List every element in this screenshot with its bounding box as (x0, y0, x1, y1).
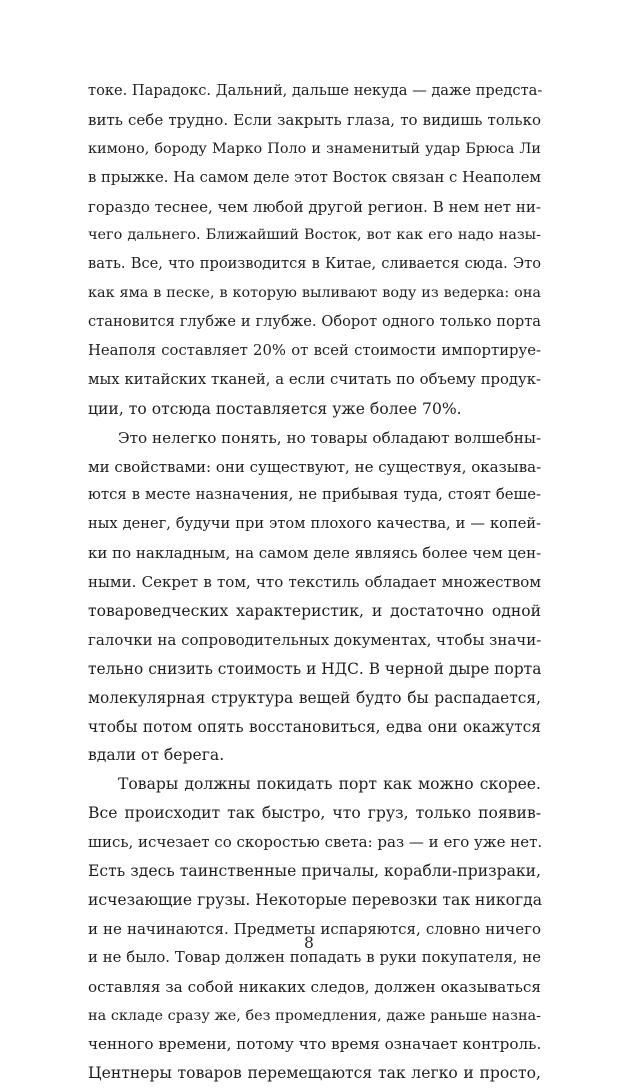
text-line: кимоно, бороду Марко Поло и знаменитый удар Брюса Ли (88, 140, 541, 157)
text-line: и не было. Товар должен попадать в руки покупателя, не (88, 948, 541, 966)
text-line: и не начинаются. Предметы испаряются, словно ничего (88, 919, 541, 938)
text-line: шись, исчезает со скоростью света: раз — и его уже нет. (88, 833, 543, 852)
paragraph (88, 424, 541, 771)
text-line: ми свойствами: они существуют, не существуя, оказыва- (88, 457, 542, 476)
text-line: Неаполя составляет 20% от всей стоимости импортируе- (88, 342, 541, 360)
text-line: ются в месте назначения, не прибывая туда, стоят беше- (88, 486, 541, 504)
text-line: мых китайских тканей, а если считать по объему продук- (88, 370, 541, 388)
text-line: оставляя за собой никаких следов, должен оказываться (88, 977, 541, 996)
text-line: на складе сразу же, без промедления, даже раньше назна- (88, 1007, 541, 1024)
text-line: как яма в песке, в которую выливают воду из ведерка: она (88, 285, 541, 302)
text-line: молекулярная структура вещей будто бы распадается, (88, 688, 541, 707)
text-line: Есть здесь таинственные причалы, корабли-призраки, (88, 862, 541, 881)
text-line: ных денег, будучи при этом плохого качества, и — копей- (88, 515, 541, 533)
text-line: в прыжке. На самом деле этот Восток связан с Неаполем (88, 168, 541, 186)
text-line: исчезающие грузы. Некоторые перевозки так никогда (88, 890, 543, 909)
text-line: чего дальнего. Ближайший Восток, вот как его надо назы- (88, 227, 541, 244)
text-line: Это нелегко понять, но товары обладают волшебны- (118, 428, 542, 447)
text-line: товароведческих характеристик, и достаточно одной (88, 602, 541, 621)
text-line: ченного времени, потому что время означает контроль. (88, 1035, 542, 1054)
text-line: галочки на сопроводительных документах, чтобы значи- (88, 630, 542, 649)
paragraph (88, 77, 541, 424)
paragraph (88, 770, 541, 1088)
text-line: тельно снизить стоимость и НДС. В черной дыре порта (88, 659, 542, 678)
text-line: Все происходит так быстро, что груз, только появив- (88, 804, 541, 823)
text-line: токе. Парадокс. Дальний, дальше некуда — даже предста- (88, 82, 543, 99)
text-line: ки по накладным, на самом деле являясь более чем цен- (88, 544, 542, 563)
text-line: чтобы потом опять восстановиться, едва они окажутся (88, 717, 541, 736)
page-number: 8 (304, 934, 314, 952)
text-line: вать. Все, что производится в Китае, сливается сюда. Это (88, 255, 541, 273)
text-line: Центнеры товаров перемещаются так легко и просто, (88, 1064, 541, 1083)
text-line: вдали от берега. (88, 746, 225, 765)
text-line: вить себе трудно. Если закрыть глаза, то видишь только (88, 110, 541, 129)
text-line: Товары должны покидать порт как можно скорее. (118, 775, 541, 794)
text-line: ными. Секрет в том, что текстиль обладает множеством (88, 573, 541, 592)
text-line: гораздо теснее, чем любой другой регион. В нем нет ни- (88, 197, 541, 216)
text-line: ции, то отсюда поставляется уже более 70%. (88, 399, 462, 418)
text-line: становится глубже и глубже. Оборот одного только порта (88, 313, 541, 331)
